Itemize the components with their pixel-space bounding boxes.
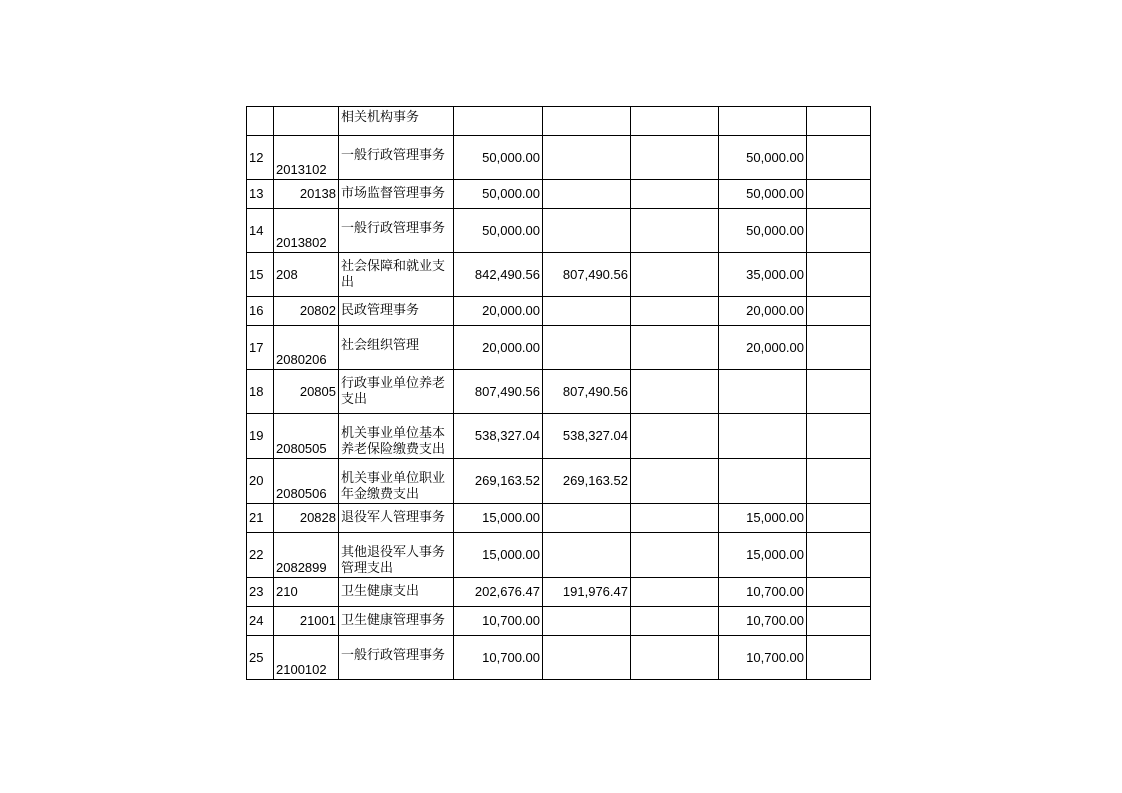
subject-name-cell: 相关机构事务 <box>339 107 454 136</box>
subject-name-cell: 卫生健康支出 <box>339 578 454 607</box>
column-8-cell <box>807 253 871 297</box>
project-expense-cell: 50,000.00 <box>719 209 807 253</box>
row-number-cell: 21 <box>247 504 274 533</box>
project-expense-cell: 15,000.00 <box>719 533 807 578</box>
subject-name-cell: 社会组织管理 <box>339 326 454 370</box>
table-row <box>247 504 871 533</box>
row-number-cell: 25 <box>247 636 274 680</box>
column-8-cell <box>807 326 871 370</box>
table-row <box>247 370 871 414</box>
column-6-cell <box>631 136 719 180</box>
project-expense-cell <box>719 459 807 504</box>
subject-name-cell: 一般行政管理事务 <box>339 636 454 680</box>
subject-code-cell: 20802 <box>274 297 339 326</box>
subject-code-cell: 20828 <box>274 504 339 533</box>
budget-table <box>246 106 871 680</box>
subject-name-cell: 行政事业单位养老支出 <box>339 370 454 414</box>
basic-expense-cell <box>543 136 631 180</box>
column-8-cell <box>807 209 871 253</box>
table-row <box>247 253 871 297</box>
row-number-cell: 23 <box>247 578 274 607</box>
column-8-cell <box>807 578 871 607</box>
basic-expense-cell: 807,490.56 <box>543 253 631 297</box>
project-expense-cell <box>719 370 807 414</box>
row-number-cell: 22 <box>247 533 274 578</box>
total-amount-cell: 269,163.52 <box>454 459 543 504</box>
table-row <box>247 636 871 680</box>
column-8-cell <box>807 297 871 326</box>
basic-expense-cell <box>543 607 631 636</box>
basic-expense-cell: 269,163.52 <box>543 459 631 504</box>
row-number-cell <box>247 107 274 136</box>
total-amount-cell: 50,000.00 <box>454 180 543 209</box>
row-number-cell: 19 <box>247 414 274 459</box>
subject-code-cell: 2013802 <box>274 209 339 253</box>
column-8-cell <box>807 414 871 459</box>
column-6-cell <box>631 326 719 370</box>
column-8-cell <box>807 504 871 533</box>
subject-name-cell: 退役军人管理事务 <box>339 504 454 533</box>
subject-name-cell: 卫生健康管理事务 <box>339 607 454 636</box>
subject-name-cell: 机关事业单位基本养老保险缴费支出 <box>339 414 454 459</box>
column-8-cell <box>807 107 871 136</box>
total-amount-cell: 538,327.04 <box>454 414 543 459</box>
column-8-cell <box>807 180 871 209</box>
table-row <box>247 180 871 209</box>
subject-code-cell: 208 <box>274 253 339 297</box>
total-amount-cell: 10,700.00 <box>454 607 543 636</box>
subject-code-cell: 2013102 <box>274 136 339 180</box>
row-number-cell: 24 <box>247 607 274 636</box>
total-amount-cell: 10,700.00 <box>454 636 543 680</box>
column-8-cell <box>807 607 871 636</box>
column-8-cell <box>807 636 871 680</box>
column-6-cell <box>631 209 719 253</box>
total-amount-cell: 807,490.56 <box>454 370 543 414</box>
project-expense-cell: 20,000.00 <box>719 297 807 326</box>
column-6-cell <box>631 180 719 209</box>
basic-expense-cell <box>543 297 631 326</box>
table-row <box>247 414 871 459</box>
total-amount-cell: 20,000.00 <box>454 326 543 370</box>
basic-expense-cell <box>543 533 631 578</box>
project-expense-cell: 10,700.00 <box>719 578 807 607</box>
table-row <box>247 578 871 607</box>
column-6-cell <box>631 297 719 326</box>
total-amount-cell: 15,000.00 <box>454 533 543 578</box>
row-number-cell: 13 <box>247 180 274 209</box>
basic-expense-cell <box>543 209 631 253</box>
subject-code-cell: 2082899 <box>274 533 339 578</box>
subject-code-cell: 2080505 <box>274 414 339 459</box>
column-6-cell <box>631 636 719 680</box>
table-row <box>247 209 871 253</box>
total-amount-cell: 50,000.00 <box>454 136 543 180</box>
basic-expense-cell: 807,490.56 <box>543 370 631 414</box>
project-expense-cell: 35,000.00 <box>719 253 807 297</box>
subject-name-cell: 机关事业单位职业年金缴费支出 <box>339 459 454 504</box>
project-expense-cell <box>719 414 807 459</box>
subject-name-cell: 社会保障和就业支出 <box>339 253 454 297</box>
row-number-cell: 14 <box>247 209 274 253</box>
subject-code-cell: 20805 <box>274 370 339 414</box>
column-8-cell <box>807 136 871 180</box>
subject-code-cell: 2080506 <box>274 459 339 504</box>
column-6-cell <box>631 459 719 504</box>
basic-expense-cell <box>543 636 631 680</box>
row-number-cell: 12 <box>247 136 274 180</box>
subject-code-cell: 2080206 <box>274 326 339 370</box>
subject-name-cell: 民政管理事务 <box>339 297 454 326</box>
table-row <box>247 607 871 636</box>
subject-code-cell: 21001 <box>274 607 339 636</box>
basic-expense-cell <box>543 107 631 136</box>
row-number-cell: 16 <box>247 297 274 326</box>
total-amount-cell: 20,000.00 <box>454 297 543 326</box>
column-8-cell <box>807 370 871 414</box>
column-6-cell <box>631 504 719 533</box>
total-amount-cell: 50,000.00 <box>454 209 543 253</box>
subject-name-cell: 一般行政管理事务 <box>339 209 454 253</box>
total-amount-cell: 15,000.00 <box>454 504 543 533</box>
project-expense-cell: 15,000.00 <box>719 504 807 533</box>
subject-code-cell: 2100102 <box>274 636 339 680</box>
total-amount-cell: 842,490.56 <box>454 253 543 297</box>
column-6-cell <box>631 370 719 414</box>
basic-expense-cell <box>543 504 631 533</box>
column-8-cell <box>807 533 871 578</box>
row-number-cell: 17 <box>247 326 274 370</box>
basic-expense-cell: 538,327.04 <box>543 414 631 459</box>
project-expense-cell: 20,000.00 <box>719 326 807 370</box>
table-row <box>247 136 871 180</box>
project-expense-cell: 50,000.00 <box>719 180 807 209</box>
subject-name-cell: 市场监督管理事务 <box>339 180 454 209</box>
column-6-cell <box>631 253 719 297</box>
table-row <box>247 459 871 504</box>
table-row <box>247 297 871 326</box>
project-expense-cell: 50,000.00 <box>719 136 807 180</box>
table-row <box>247 107 871 136</box>
column-6-cell <box>631 533 719 578</box>
basic-expense-cell <box>543 180 631 209</box>
column-8-cell <box>807 459 871 504</box>
subject-code-cell <box>274 107 339 136</box>
total-amount-cell <box>454 107 543 136</box>
project-expense-cell <box>719 107 807 136</box>
subject-name-cell: 其他退役军人事务管理支出 <box>339 533 454 578</box>
basic-expense-cell: 191,976.47 <box>543 578 631 607</box>
subject-name-cell: 一般行政管理事务 <box>339 136 454 180</box>
project-expense-cell: 10,700.00 <box>719 636 807 680</box>
column-6-cell <box>631 414 719 459</box>
row-number-cell: 20 <box>247 459 274 504</box>
column-6-cell <box>631 607 719 636</box>
table-row <box>247 533 871 578</box>
project-expense-cell: 10,700.00 <box>719 607 807 636</box>
subject-code-cell: 210 <box>274 578 339 607</box>
table-body <box>247 107 871 680</box>
row-number-cell: 18 <box>247 370 274 414</box>
table-row <box>247 326 871 370</box>
column-6-cell <box>631 578 719 607</box>
column-6-cell <box>631 107 719 136</box>
basic-expense-cell <box>543 326 631 370</box>
row-number-cell: 15 <box>247 253 274 297</box>
subject-code-cell: 20138 <box>274 180 339 209</box>
total-amount-cell: 202,676.47 <box>454 578 543 607</box>
